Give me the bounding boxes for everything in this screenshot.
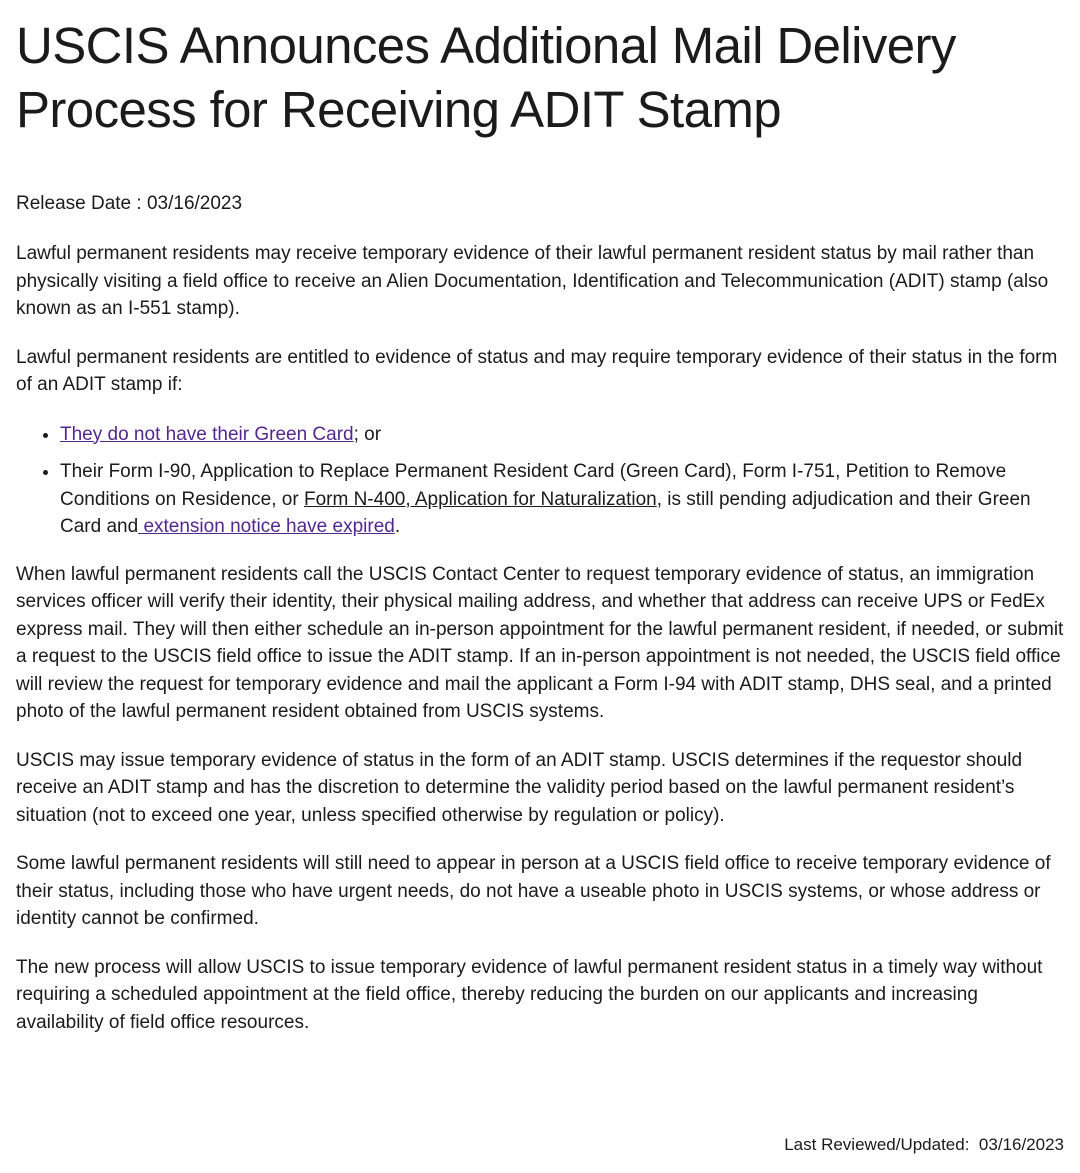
paragraph-in-person: Some lawful permanent residents will still need to appear in person at a USCIS field office to receive temporary evidence of their status, including those who have urgent needs, do not have a useable photo in USCIS systems, or whose address or identity cannot be confirmed. — [16, 853, 1051, 929]
green-card-link[interactable]: They do not have their Green Card — [60, 423, 354, 445]
list-item — [60, 421, 1068, 449]
form-n400-link[interactable]: Form N-400, Application for Naturalization — [303, 488, 657, 510]
list-item-text: ; or — [353, 423, 382, 445]
paragraph-intro: Lawful permanent residents may receive temporary evidence of their lawful permanent resident status by mail rather than physically visiting a field office to receive an Alien Documentation, Identification and Telecommunication (ADIT) stamp (also known as an I-551 stamp). — [16, 243, 1049, 319]
paragraph-new-process: The new process will allow USCIS to issue temporary evidence of lawful permanent resident status in a timely way without requiring a scheduled appointment at the field office, thereby reducing the burden on our applicants and increasing availability of field office resources. — [16, 956, 1043, 1033]
release-date-value: 03/16/2023 — [146, 193, 243, 214]
release-date-line — [16, 190, 1068, 217]
last-reviewed-label: Last Reviewed/Updated: — [784, 1135, 970, 1154]
release-date-label: Release Date : — [16, 193, 142, 214]
extension-notice-link[interactable]: extension notice have expired — [138, 516, 395, 537]
last-reviewed — [784, 1133, 1064, 1157]
list-item-text: Their Form I-90, Application to Replace Permanent Resident Card (Green Card), Form I-751, Petition to Remove Conditions on Residence, or — [60, 461, 1007, 510]
page-title: USCIS Announces Additional Mail Delivery Process for Receiving ADIT Stamp — [16, 17, 956, 138]
paragraph-eligibility: Lawful permanent residents are entitled to evidence of status and may require temporary evidence of their status in the form of an ADIT stamp if: — [16, 346, 1058, 395]
list-item — [60, 458, 1068, 541]
last-reviewed-date: 03/16/2023 — [978, 1135, 1064, 1154]
article-content — [16, 14, 1068, 1036]
paragraph-contact-center: When lawful permanent residents call the USCIS Contact Center to request temporary evidence of status, an immigration services officer will verify their identity, their physical mailing address, and whether that address can receive UPS or FedEx express mail. They will then either schedule an in-person appointment for the lawful permanent resident, if needed, or submit a request to the USCIS field office to issue the ADIT stamp. If an in-person appointment is not needed, the USCIS field office will review the request for temporary evidence and mail the applicant a Form I-94 with ADIT stamp, DHS seal, and a printed photo of the lawful permanent resident obtained from USCIS systems. — [16, 563, 1064, 722]
list-item-text: . — [394, 516, 401, 537]
list-item-text: , is still pending adjudication and their Green Card and — [60, 488, 1031, 537]
paragraph-discretion: USCIS may issue temporary evidence of status in the form of an ADIT stamp. USCIS determines if the requestor should receive an ADIT stamp and has the discretion to determine the validity period based on the lawful permanent resident’s situation (not to exceed one year, unless specified otherwise by regulation or policy). — [16, 749, 1023, 826]
eligibility-list — [16, 421, 1068, 541]
